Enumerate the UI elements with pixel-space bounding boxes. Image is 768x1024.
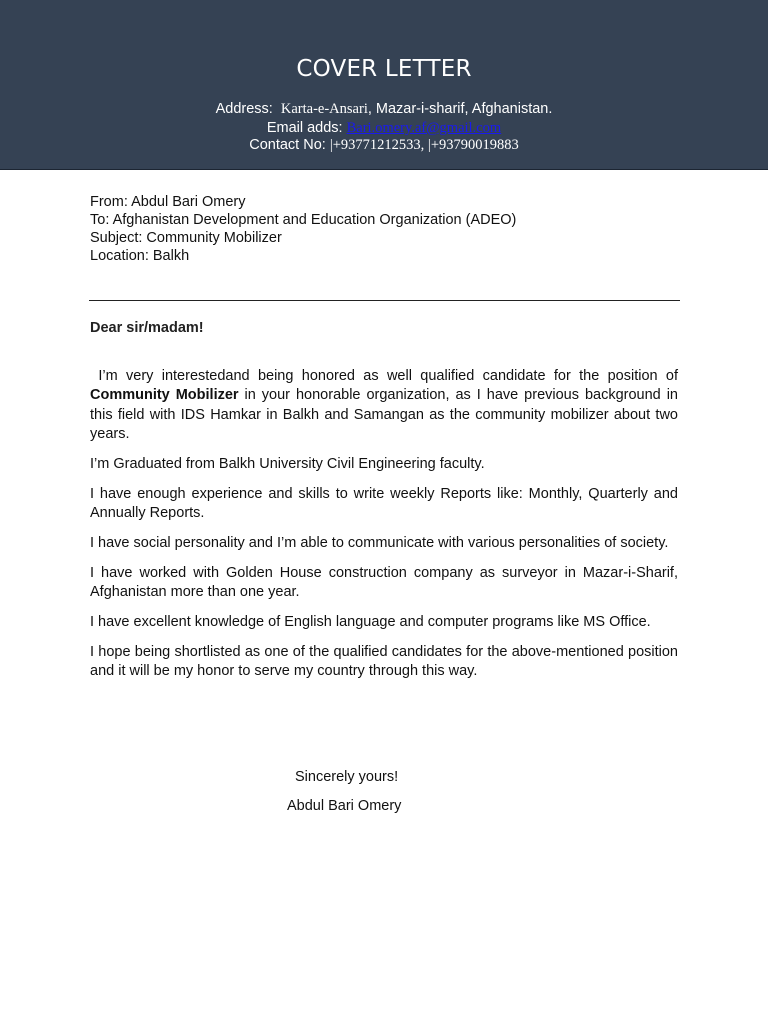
address-line (0, 101, 768, 118)
address-city: , Mazar-i-sharif, Afghanistan. (367, 101, 553, 117)
subject-line: Subject: Community Mobilizer (90, 230, 282, 246)
greeting: Dear sir/madam! (90, 320, 204, 336)
letter-metadata (90, 193, 516, 265)
email-line (0, 120, 768, 137)
header-banner (0, 0, 768, 170)
paragraph-experience: I have worked with Golden House construction company as surveyor in Mazar-i-Sharif, Afghanistan more than one year. (90, 564, 678, 601)
email-label: Email adds: (266, 120, 343, 136)
paragraph-intro (90, 367, 678, 445)
contact-label: Contact No: (249, 137, 326, 153)
phone-numbers: |+93771212533, |+93790019883 (329, 137, 519, 153)
contact-line (0, 137, 768, 154)
paragraph-education: I’m Graduated from Balkh University Civil Engineering faculty. (90, 456, 485, 473)
email-link[interactable]: Bari.omery.af@gmail.com (346, 120, 502, 136)
address-street: Karta-e-Ansari (280, 101, 368, 117)
document-title: COVER LETTER (296, 56, 472, 82)
paragraph-reports: I have enough experience and skills to write weekly Reports like: Monthly, Quarterly and Annually Reports. (90, 485, 678, 522)
letter-body (90, 367, 678, 692)
intro-text-end: in your honorable organization, as I have previous background in this field with IDS Hamkar in Balkh and Samangan as the community mobilizer about two years. (90, 387, 678, 443)
to-line: To: Afghanistan Development and Education Organization (ADEO) (90, 212, 517, 228)
address-label: Address: (215, 101, 273, 117)
signature-name: Abdul Bari Omery (287, 798, 402, 814)
divider (89, 300, 680, 301)
paragraph-skills: I have excellent knowledge of English language and computer programs like MS Office. (90, 614, 651, 631)
intro-text-start: I’m very interestedand being honored as well qualified candidate for the position of (98, 368, 679, 384)
paragraph-personality: I have social personality and I’m able to communicate with various personalities of society. (90, 535, 669, 552)
position-title: Community Mobilizer (90, 387, 239, 404)
paragraph-closing: I hope being shortlisted as one of the qualified candidates for the above-mentioned position and it will be my honor to serve my country through this way. (90, 643, 678, 680)
from-line: From: Abdul Bari Omery (90, 194, 246, 210)
closing-line: Sincerely yours! (295, 769, 399, 785)
location-line: Location: Balkh (90, 248, 190, 264)
